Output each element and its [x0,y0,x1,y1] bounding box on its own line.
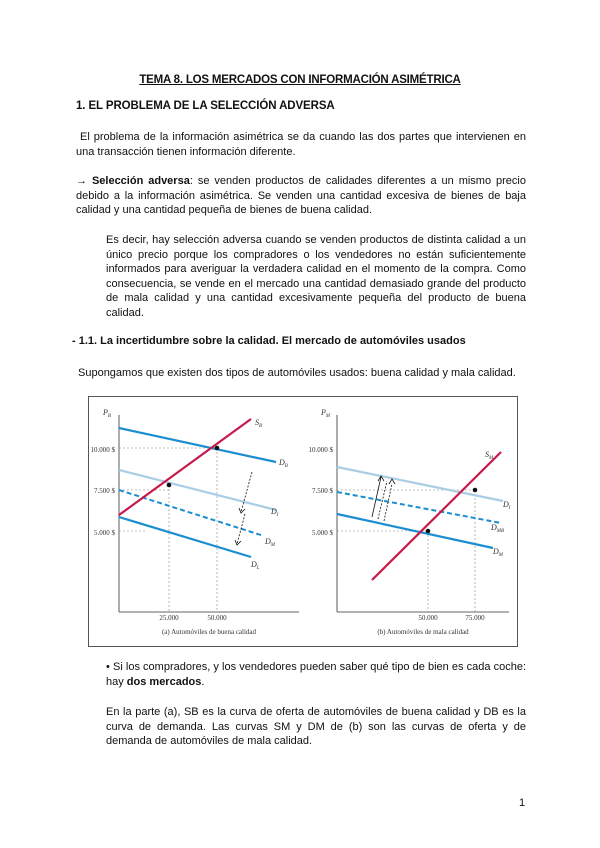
curve-supply-low [372,452,501,580]
paragraph-used-cars: Supongamos que existen dos tipos de automóviles usados: buena calidad y mala calidad. [78,367,516,379]
sentence-end: . [201,675,205,688]
page-number: 1 [519,797,526,809]
figure-svg [89,397,517,646]
equilibrium-point [473,488,478,493]
y-tick-label: 10.000 $ [90,446,115,454]
chart-panel-a [91,408,300,636]
panel-caption: (b) Automóviles de mala calidad [377,628,469,636]
arrow-head-icon [235,540,241,545]
paragraph-explanation: Es decir, hay selección adversa cuando se venden productos de distinta calidad a un único precio porque los compradores o los vendedores no están suficientemente informados para averiguar la verdadera calidad en el momento de la compra. Como consecuencia, se vende en el mercado una cantidad demasiado grande del producto de mala calidad y una cantidad excesivamente pequeña del producto de buena calidad. [106,234,526,319]
curve-demand-average [119,470,276,510]
curve-label-sm: $S_M$ [485,450,494,461]
equilibrium-point [215,446,220,451]
panel-caption: (a) Automóviles de buena calidad [161,628,257,636]
y-tick-label: 5.000 $ [94,529,115,537]
curve-demand-mixed [119,490,264,536]
dash-prefix: - [72,335,76,347]
paragraph-adverse-selection [76,174,526,218]
bullet-icon: • [106,661,110,673]
page-title: TEMA 8. LOS MERCADOS CON INFORMACIÓN ASIMÉTRICA [139,74,461,86]
two-markets-bold: dos mercados [126,675,202,688]
curve-demand-low [337,514,493,548]
curve-label-sb: $S_B$ [255,418,263,429]
y-tick-label: 10.000 $ [308,446,333,454]
curve-label-db: $D_B$ [279,458,288,469]
figure-used-car-markets [88,396,518,647]
intro-text: El problema de la información asimétrica se da cuando las dos partes que intervienen en una transacción tienen información diferente. [76,131,526,158]
section-heading: 1. EL PROBLEMA DE LA SELECCIÓN ADVERSA [76,100,335,112]
y-tick-label: 7.500 $ [94,487,115,495]
arrow-icon: → [76,175,87,187]
curve-label-dmb: $D_{MB}$ [491,523,505,534]
equilibrium-point [426,529,431,534]
curve-label-dm: $D_M$ [493,547,503,558]
chart-panel-b [309,408,511,636]
curve-label-di: $D_I$ [271,507,279,518]
arrow-head-icon [239,508,245,513]
x-tick-label: 50.000 [207,614,227,622]
curve-label-dl: $D_L$ [251,560,260,571]
curve-demand-low [119,517,251,557]
y-tick-label: 5.000 $ [312,529,333,537]
paragraph-two-markets [106,660,526,689]
shift-arrow [241,472,252,512]
two-markets-text: Si los compradores, y los vendedores pueden saber qué tipo de bien es cada coche: hay [106,661,526,688]
x-tick-label: 75.000 [465,614,485,622]
subsection-heading [72,335,466,347]
x-tick-label: 25.000 [159,614,179,622]
x-tick-label: 50.000 [418,614,438,622]
paragraph-intro [76,130,526,159]
curve-label-dm-dashed: $D_M$ [265,537,275,548]
y-axis-label: $P_M$ [321,408,331,419]
definition-text: : se venden productos de calidades diferentes a un mismo precio debido a la información asimétrica. Se venden una cantidad excesiva de bienes de baja calidad y una cantidad pequeña de bienes de buena calidad. [76,175,526,216]
term-adverse-selection: Selección adversa [91,175,190,187]
shift-arrow [384,484,392,521]
subsection-title: 1.1. La incertidumbre sobre la calidad. El mercado de automóviles usados [78,335,466,347]
equilibrium-point [167,483,172,488]
curve-label-di: $D_I$ [503,500,511,511]
paragraph-curves: En la parte (a), SB es la curva de oferta de automóviles de buena calidad y DB es la curva de demanda. Las curvas SM y DM de (b) son las curvas de oferta y de demanda de automóviles de mala calidad. [106,706,526,747]
y-axis-label: $P_B$ [103,408,111,419]
y-tick-label: 7.500 $ [312,487,333,495]
